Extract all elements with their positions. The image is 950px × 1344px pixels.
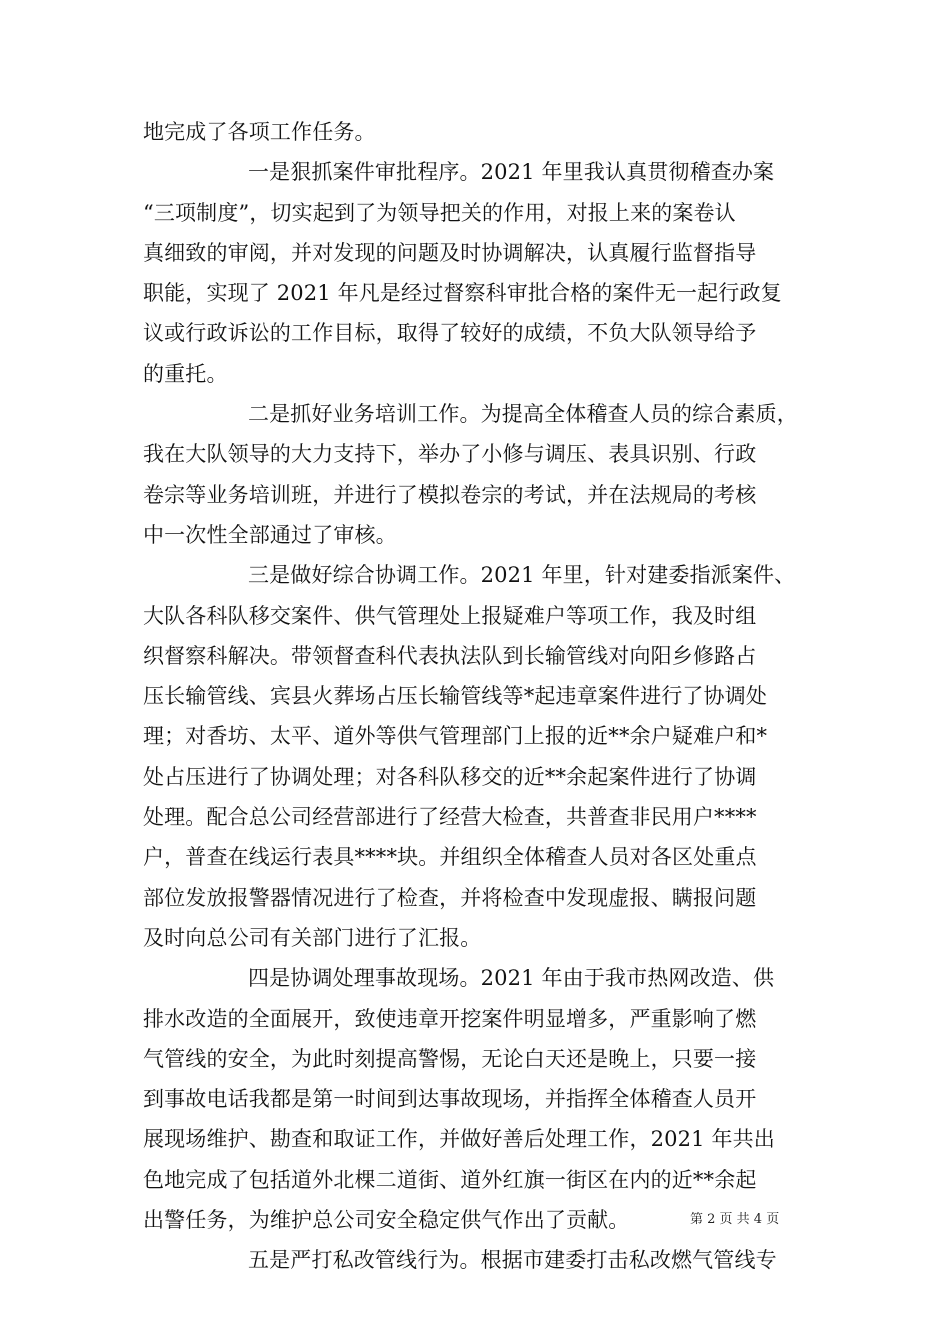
text-line: 色地完成了包括道外北棵二道街、道外红旗一街区在内的近**余起: [143, 1167, 757, 1192]
text-line: 部位发放报警器情况进行了检查，并将检查中发现虚报、瞒报问题: [143, 885, 757, 910]
text-line: 中一次性全部通过了审核。: [143, 522, 397, 547]
text-line: 户，普查在线运行表具****块。并组织全体稽查人员对各区处重点: [143, 845, 757, 870]
text-line: 压长输管线、宾县火葬场占压长输管线等*起违章案件进行了协调处: [143, 684, 767, 709]
text-line: 的重托。: [143, 361, 228, 386]
text-line: 四是协调处理事故现场。2021 年由于我市热网改造、供: [248, 966, 775, 991]
text-line: 二是抓好业务培训工作。为提高全体稽查人员的综合素质，: [248, 402, 798, 427]
text-line: “三项制度”，切实起到了为领导把关的作用，对报上来的案卷认: [143, 200, 736, 225]
text-line: 出警任务，为维护总公司安全稳定供气作出了贡献。: [143, 1208, 630, 1233]
text-line: 处理。配合总公司经营部进行了经营大检查，共普查非民用户****: [143, 805, 757, 830]
text-line: 地完成了各项工作任务。: [143, 120, 376, 144]
text-line: 卷宗等业务培训班，并进行了模拟卷宗的考试，并在法规局的考核: [143, 482, 757, 507]
page-number-footer: 第 2 页 共 4 页: [690, 1212, 780, 1227]
text-line: 五是严打私改管线行为。根据市建委打击私改燃气管线专: [248, 1248, 777, 1273]
text-line: 织督察科解决。带领督查科代表执法队到长输管线对向阳乡修路占: [143, 643, 757, 668]
text-line: 真细致的审阅，并对发现的问题及时协调解决，认真履行监督指导: [143, 240, 757, 265]
text-line: 到事故电话我都是第一时间到达事故现场，并指挥全体稽查人员开: [143, 1087, 757, 1112]
text-line: 理；对香坊、太平、道外等供气管理部门上报的近**余户疑难户和*: [143, 724, 768, 749]
text-line: 议或行政诉讼的工作目标，取得了较好的成绩，不负大队领导给予: [143, 321, 757, 346]
text-line: 排水改造的全面展开，致使违章开挖案件明显增多，严重影响了燃: [143, 1006, 757, 1031]
text-line: 大队各科队移交案件、供气管理处上报疑难户等项工作，我及时组: [143, 603, 757, 628]
text-line: 处占压进行了协调处理；对各科队移交的近**余起案件进行了协调: [143, 764, 757, 789]
text-line: 气管线的安全，为此时刻提高警惕，无论白天还是晚上，只要一接: [143, 1046, 757, 1071]
text-line: 展现场维护、勘查和取证工作，并做好善后处理工作，2021 年共出: [143, 1127, 775, 1152]
text-line: 我在大队领导的大力支持下，举办了小修与调压、表具识别、行政: [143, 442, 757, 467]
document-body: [143, 112, 815, 1281]
text-line: 一是狠抓案件审批程序。2021 年里我认真贯彻稽查办案: [248, 160, 775, 185]
text-line: 职能，实现了 2021 年凡是经过督察科审批合格的案件无一起行政复: [143, 281, 782, 306]
text-line: 三是做好综合协调工作。2021 年里，针对建委指派案件、: [248, 563, 796, 588]
text-line: 及时向总公司有关部门进行了汇报。: [143, 925, 482, 950]
